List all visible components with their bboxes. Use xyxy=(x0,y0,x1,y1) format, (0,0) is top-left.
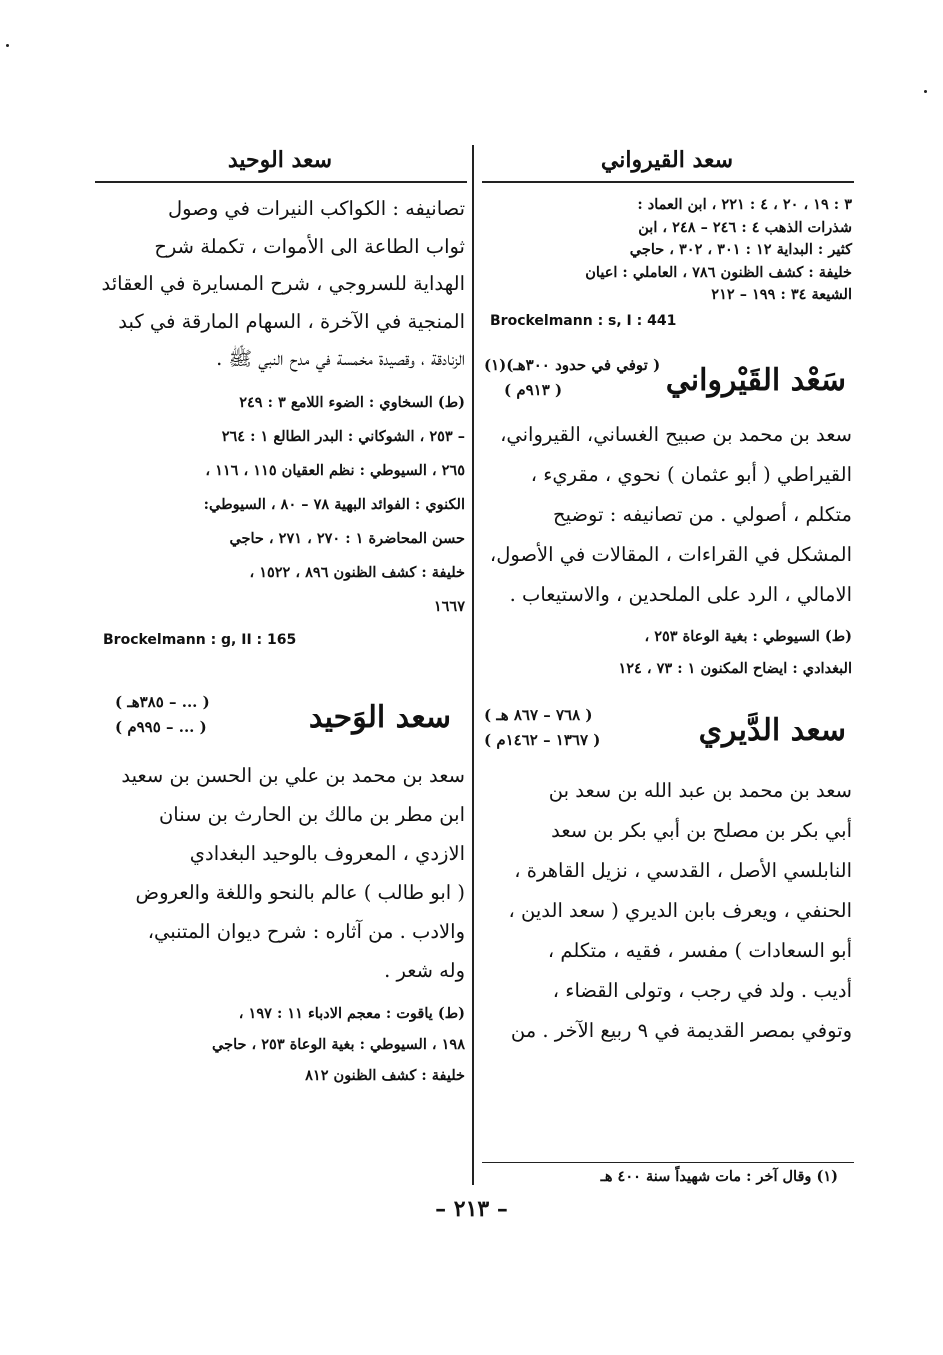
ref-line: خليفة : كشف الظنون ٨٩٦ ، ١٥٢٢ ، xyxy=(249,563,465,581)
entry-body xyxy=(482,415,852,615)
body-line: ( ابو طالب ) عالم بالنحو واللغة والعروض xyxy=(135,880,465,904)
ref-line: (ط) السخاوي : الضوء اللامع ٣ : ٢٤٩ xyxy=(239,393,465,411)
brockelmann-ref: Brockelmann : g, II : 165 xyxy=(103,631,297,648)
body-line: المنجية في الآخرة ، السهام المارقة في كبد xyxy=(118,309,465,333)
left-column xyxy=(95,190,465,1091)
entry-header xyxy=(482,699,852,763)
body-line: أبي بكر بن مصلح بن أبي بكر بن سعد xyxy=(551,818,852,842)
entry-dates xyxy=(115,690,210,740)
entry-dates xyxy=(484,353,660,403)
entry-body xyxy=(482,771,852,1051)
ref-line: ١٩٨ ، السيوطي : بغية الوعاة ٢٥٣ ، حاجي xyxy=(212,1035,465,1053)
header-rule-right xyxy=(482,181,854,183)
running-head-left: سعد الوحيد xyxy=(227,147,333,173)
ref-line: – ٢٥٣ ، الشوكاني : البدر الطالع ١ : ٢٦٤ xyxy=(221,427,465,445)
entry-title: سَعْد القَيْرواني xyxy=(665,362,846,398)
ref-line: خليفة : كشف الظنون ٨١٢ xyxy=(305,1066,465,1084)
body-line: الازدي ، المعروف بالوحيد البغدادي xyxy=(189,841,465,865)
header-rule-left xyxy=(95,181,467,183)
ref-line: كثير : البداية ١٢ : ٣٠١ ، ٣٠٢ ، حاجي xyxy=(629,241,852,258)
ref-line: حسن المحاضرة ١ : ٢٧٠ ، ٢٧١ ، حاجي xyxy=(229,529,465,547)
footnote-rule xyxy=(482,1162,854,1163)
ref-line: (ط) ياقوت : معجم الادباء ١١ : ١٩٧ ، xyxy=(238,1004,465,1022)
ref-line: الشيعة ٣٤ : ١٩٩ – ٢١٢ xyxy=(711,286,852,303)
body-line: سعد بن محمد بن عبد الله بن سعد بن xyxy=(548,778,852,802)
body-line: المشكل في القراءات ، المقالات في الأصول، xyxy=(489,542,852,566)
ref-line: شذرات الذهب ٤ : ٢٤٦ – ٢٤٨ ، ابن xyxy=(638,218,852,236)
body-line: وتوفي بمصر القديمة في ٩ ربيع الآخر . من xyxy=(510,1018,852,1042)
scan-speck xyxy=(6,44,9,47)
body-line: الهداية للسروجي ، شرح المسايرة في العقائد xyxy=(101,272,465,295)
ref-line: ٣ : ١٩ ، ٢٠ ، ٤ : ٢٢١ ، ابن العماد : xyxy=(637,196,852,213)
continued-text xyxy=(95,190,465,378)
column-divider xyxy=(472,145,474,1185)
body-line: أديب . ولد في رجب ، وتولى القضاء ، xyxy=(552,978,852,1002)
body-line: الزنادقة ، وقصيدة مخمسة في مدح النبي ﷺ . xyxy=(216,347,465,370)
entry-body xyxy=(95,756,465,990)
brockelmann-ref: Brockelmann : s, I : 441 xyxy=(490,312,677,329)
date-hijri: ( ٧٦٨ – ٨٦٧ هـ ) xyxy=(484,705,593,724)
date-hijri: ( ... – ٣٨٥هـ ) xyxy=(115,692,210,711)
date-hijri: ( توفي في حدود ٣٠٠هـ)(١) xyxy=(484,355,661,374)
body-line: أبو السعادات ) مفسر ، فقيه ، متكلم ، xyxy=(547,938,852,962)
entry-references xyxy=(95,386,465,624)
body-line: وله شعر . xyxy=(384,958,465,982)
date-gregorian: ( ... – ٩٩٥م ) xyxy=(115,717,207,736)
page-number: – ٢١٣ – xyxy=(435,1196,508,1222)
body-line: القيراطي ( أبو عثمان ) نحوي ، مقريء ، xyxy=(530,462,852,486)
body-line: تصانيفه : الكواكب النيرات في وصول xyxy=(168,197,465,220)
ref-line: (ط) السيوطي : بغية الوعاة ٢٥٣ ، xyxy=(644,627,852,645)
entry-references xyxy=(482,621,852,685)
body-line: النابلسي الأصل ، القدسي ، نزيل القاهرة ، xyxy=(514,858,852,882)
body-line: ابن مطر بن مالك بن الحارث بن سنان xyxy=(158,802,465,826)
entry-title: سعد الدَّيري xyxy=(698,712,846,748)
body-line: الحنفي ، ويعرف بابن الديري ( سعد الدين ، xyxy=(508,898,852,922)
top-references xyxy=(482,190,852,307)
running-head-right: سعد القيرواني xyxy=(600,147,734,173)
entry-header xyxy=(95,686,465,750)
body-line: سعد بن محمد بن صبيح الغساني، القيرواني، xyxy=(500,422,852,446)
ref-line: الكنوي : الفوائد البهية ٧٨ – ٨٠ ، السيوطي: xyxy=(203,495,465,513)
scan-speck xyxy=(924,90,927,93)
body-line: سعد بن محمد بن علي بن الحسن بن سعيد xyxy=(121,763,465,787)
entry-header xyxy=(482,349,852,413)
right-column xyxy=(482,190,852,1051)
ref-line: ١٦٦٧ xyxy=(433,597,465,615)
ref-line: البغدادي : ايضاح المكنون ١ : ٧٣ ، ١٢٤ xyxy=(618,659,852,677)
ref-line: ٢٦٥ ، السيوطي : نظم العقيان ١١٥ ، ١١٦ ، xyxy=(205,461,465,479)
date-gregorian: ( ١٣٦٧ – ١٤٦٢م ) xyxy=(484,730,601,749)
body-line: متكلم ، أصولي . من تصانيفه : توضيح xyxy=(553,502,852,526)
ref-line: خليفة : كشف الظنون ٧٨٦ ، العاملي : اعيان xyxy=(585,263,852,281)
body-line: والادب . من آثاره : شرح ديوان المتنبي، xyxy=(147,919,465,943)
entry-title: سعد الوَحيد xyxy=(308,699,451,735)
body-line: ثواب الطاعة الى الأموات ، تكملة شرح xyxy=(154,234,465,258)
body-line: الامالي ، الرد على الملحدين ، والاستيعاب . xyxy=(509,582,852,606)
entry-dates xyxy=(484,703,600,753)
date-gregorian: ( ٩١٣م ) xyxy=(504,380,563,399)
footnote: (١) وقال آخر : مات شهيداً سنة ٤٠٠ هـ xyxy=(600,1168,838,1185)
entry-references xyxy=(95,998,465,1091)
